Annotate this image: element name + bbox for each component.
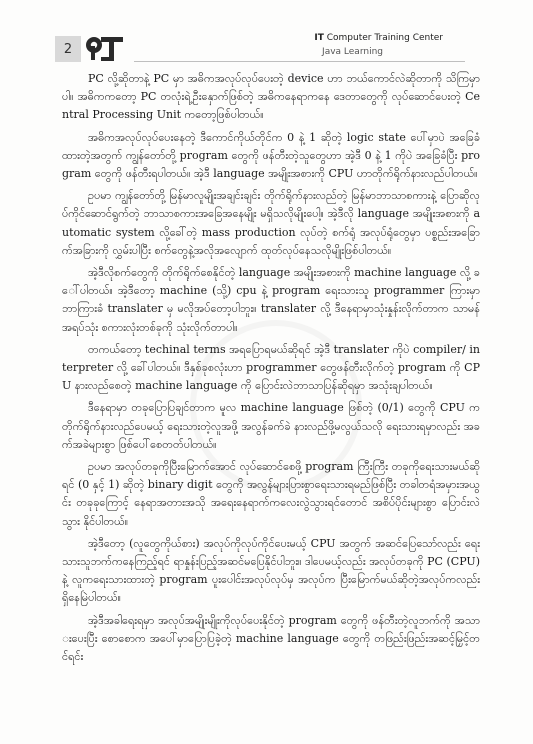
header-title-bold: IT [314,33,324,43]
header-subtitle: Java Learning [322,47,383,57]
header-title-rest: Computer Training Center [323,33,443,43]
paragraph-9: အဲ့ဒီအခါရေးရမှာ အလုပ်အမျိုးမျိုးကိုလုပ်ပေးနိုင်တဲ့ program တွေကို ဖန်တီးတဲ့လူဘက်ကို အသားပေးပြီး စောစောက အပေါ်မှာပြောပြခဲ့တဲ့ machine language တွေကို တဖြည်းဖြည်းအဆင့်မြှင့်တင်ရင်း [62,613,480,664]
paragraph-7: ဥပမာ အလုပ်တခုကိုပြီးမြောက်အောင် လုပ်ဆောင်စေဖို့ program ကြီးကြီး တခုကိုရေးသားမယ်ဆိုရင် (0 နှင့် 1) ဆိုတဲ့ binary digit တွေကို အလွန်များပြားစွာရေးသားရမည်ဖြစ်ပြီး တခါတရံအမှားအယွင်း တခုခုကြောင့် နေရာအတားအသို အရေးနေရာက်ကလေးလွဲသွားရင်တောင် အစိပ်ပိုင်းများစွာ ပြောင်းလဲသွား နိုင်ပါတယ်။ [62,460,480,528]
page-number: 2 [55,36,81,62]
paragraph-4: အဲ့ဒီလိုစက်တွေကို တိုက်ရိုက်စေနိုင်တဲ့ language အမျိုးအစားကို machine language လို့ ခေါ်ပါတယ်။ အဲ့ဒီတော့ machine (သို့) cpu နဲ့ program ရေးသားသူ programmer ကြားမှာ ဘာကြားခံ translater မှ မလိုအပ်တော့ပါဘူး။ translater လို့ ဒီနေရာမှာသုံးနှုန်းလိုက်တာက သာမန်အရပ်သုံး စကားလုံးတစ်ခုကို သုံးလိုက်တာပါ။ [62,266,480,334]
header-divider [134,61,465,62]
paragraph-3: ဥပမာ ကျွန်တော်တို့ မြန်မာလူမျိုးအချင်းချင်း တိုက်ရိုက်နားလည်တဲ့ မြန်မာဘာသာစကားနဲ့ ပြောဆိုလုပ်ကိုင်ဆောင်ရွက်တဲ့ ဘာသာစကားအခြေအနေမျိုး မရှိသလိုမျိုးပေါ့။ အဲ့ဒီလို language အမျိုးအစားကို automatic system လို့ခေါ်တဲ့ mass production လုပ်တဲ့ စက်ရုံ အလုပ်ရုံတွေမှာ ပစ္စည်းအခြောက်အခြားကို လွှမ်းပါပြီး စက်တွေနဲ့အလိုအလျောက် ထုတ်လုပ်နေသလိုမျိုးဖြစ်ပါတယ်။ [62,189,480,257]
paragraph-1: PC လို့ဆိုတာနဲ့ PC မှာ အဓိကအလုပ်လုပ်ပေးတဲ့ device ဟာ ဘယ်ကောင်လဲဆိုတာကို သိကြမှာပါ။ အဓိကကတော့ PC တလုံးရဲ့ဦးနှောက်ဖြစ်တဲ့ အဓိကနေရာကနေ ဒေတာတွေကို လုပ်ဆောင်ပေးတဲ့ Central Processing Unit ကတော့ဖြစ်ပါတယ်။ [62,72,480,122]
paragraph-5: တကယ်တော့ techinal terms အရပြောရမယ်ဆိုရင် အဲ့ဒီ translater ကိုပဲ compiler/ interpreter လို့ ခေါ်ပါတယ်။ ဒီနှစ်ခုစလုံးဟာ programmer တွေဖန်တီးလိုက်တဲ့ program ကို CPU နားလည်စေတဲ့ machine language ကို ပြောင်းလဲဘာသာပြန်ဆိုရမှာ အသုံးချပါတယ်။ [62,342,480,393]
page-header [0,0,533,72]
body-text [62,70,480,670]
header-title [314,33,443,43]
paragraph-6: ဒီနေရာမှာ တခုပြောပြချင်တာက မူလ machine language ဖြစ်တဲ့ (0/1) တွေကို CPU က တိုက်ရိုက်နားလည်ပေမယ့် ရေးသားတဲ့လူအဖို့ အလွန်ခက်ခဲ နားလည်ဖို့မလွယ်သလို ရေးသားရမှာလည်း အခက်အခဲများစွာ ဖြစ်ပေါ်စေတတ်ပါတယ်။ [62,401,480,451]
paragraph-2: အဓိကအလုပ်လုပ်ပေးနေတဲ့ ဒီကောင်ကိုယ်တိုင်က 0 နဲ့ 1 ဆိုတဲ့ logic state ပေါ်မှာပဲ အခြေခံထားတဲ့အတွက် ကျွန်တော်တို့ program တွေကို ဖန်တီးတဲ့သူတွေဟာ အဲ့ဒီ 0 နဲ့ 1 ကိုပဲ အခြေခံပြီး program တွေကို ဖန်တီးရပါတယ်။ အဲ့ဒီ language အမျိုးအစားကို CPU ဟာတိုက်ရိုက်နားလည်ပါတယ်။ [62,130,480,181]
it-logo-icon [84,32,130,66]
paragraph-8: အဲ့ဒီတော့ (လူတွေကိုယ်စား) အလုပ်ကိုလုပ်ကိုင်ပေးမယ့် CPU အတွက် အဆင်ပြေသော်လည်း ရေးသားသူဘက်ကနေကြည့်ရင် ရာနှုန်းပြည့်အဆင်မပြေနိုင်ပါဘူး။ ဒါပေမယ့်လည်း အလုပ်တခုကို PC (CPU) နဲ့ လူကရေးသားထားတဲ့ program ပူးပေါင်းအလုပ်လုပ်မှ အလုပ်က ပြီးမြောက်မယ်ဆိုတဲ့အလုပ်ကလည်း ရှိနေမြဲပါတယ်။ [62,536,480,605]
